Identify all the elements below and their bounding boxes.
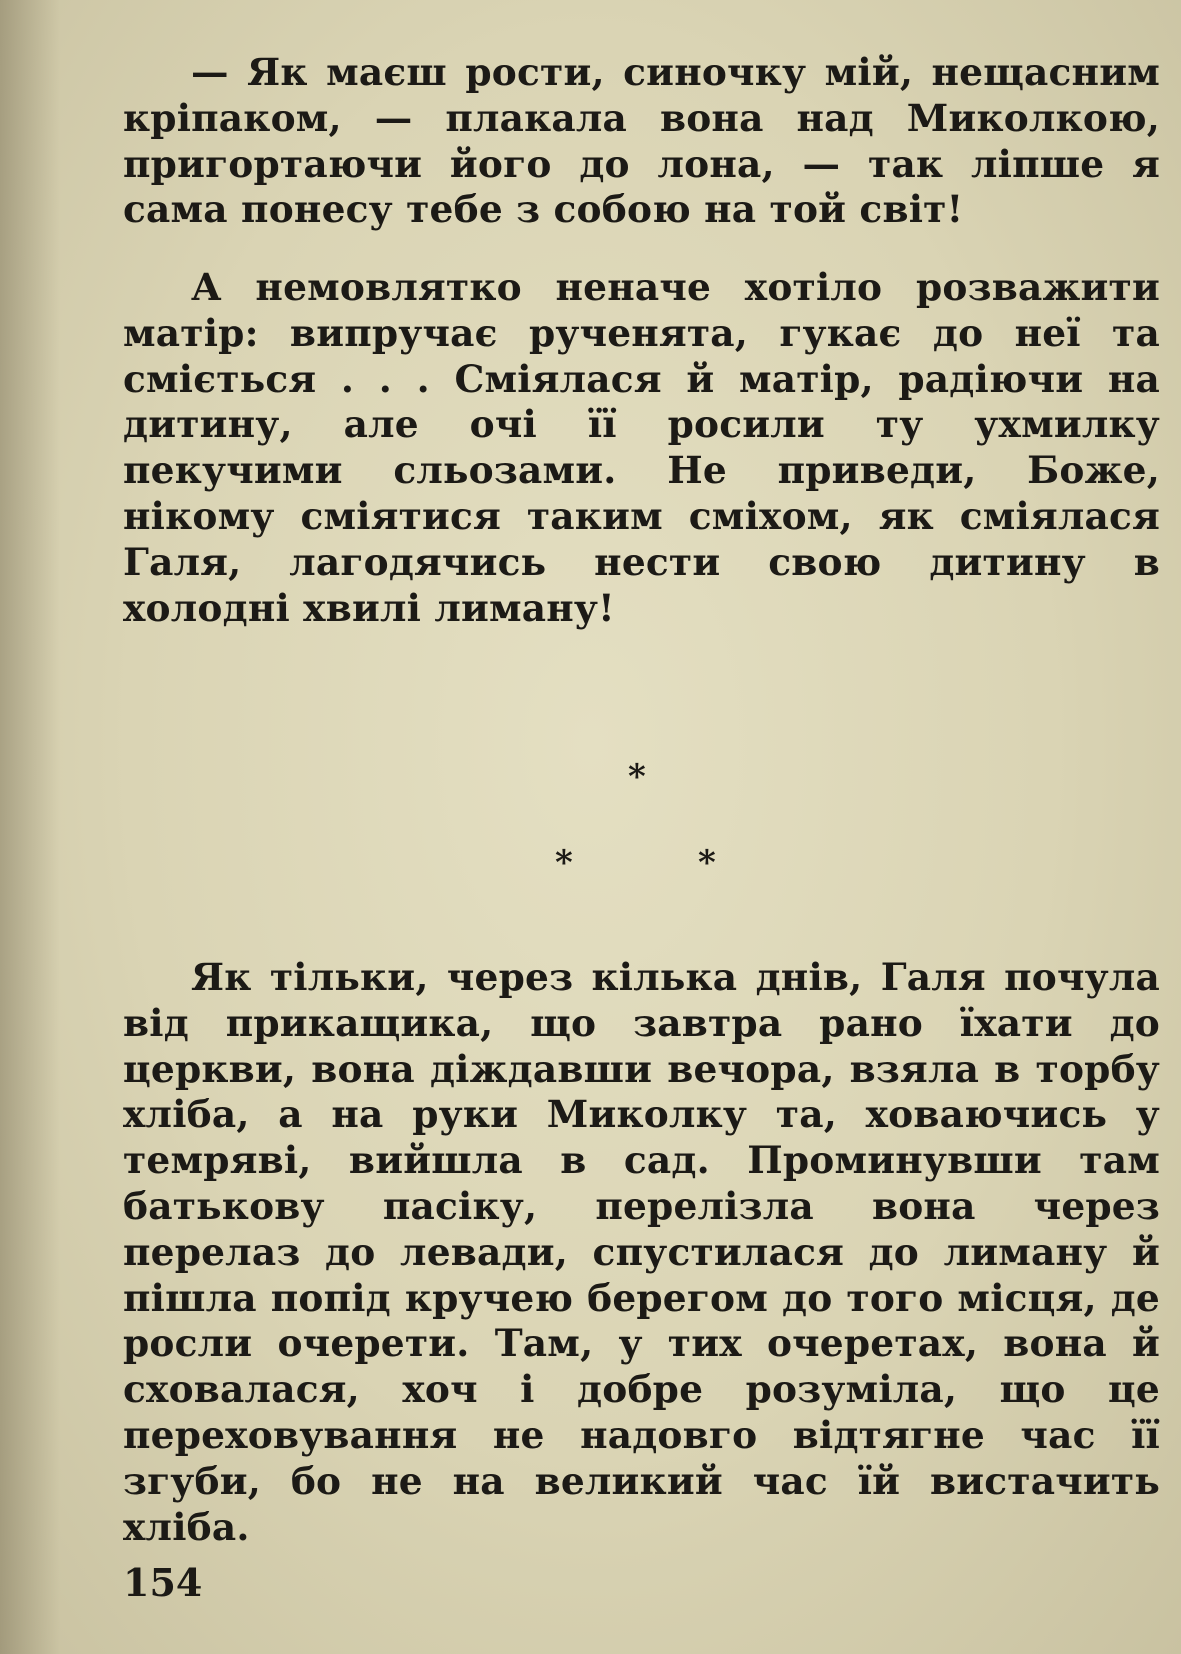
- section-break-asterisk: *: [698, 843, 716, 883]
- binding-shadow: [0, 0, 60, 1654]
- paragraph-text: А немовлятко неначе хотіло розважити матір: випручає рученята, гукає до неї та сміється . . . Сміялася й матір, радіючи на дитину, але очі її росили ту ухмилку пекучими сльозами. Не приведи, Боже, нікому сміятися таким сміхом, як сміялася Галя, лагодячись нести свою дитину в холодні хвилі лиману!: [123, 265, 1160, 630]
- paragraph-text: — Як маєш рости, синочку мій, нещасним кріпаком, — плакала вона над Миколкою, пригортаючи його до лона, — так ліпше я сама понесу тебе з собою на той світ!: [123, 50, 1160, 232]
- section-break-asterisk: *: [628, 757, 646, 797]
- paragraph-3: [123, 955, 1160, 1550]
- paragraph-text: Як тільки, через кілька днів, Галя почула від прикащика, що завтра рано їхати до церкви, вона діждавши вечора, взяла в торбу хліба, а на руки Миколку та, ховаючись у темряві, вийшла в сад. Проминувши там батькову пасіку, перелізла вона через перелаз до левади, спустилася до лиману й пішла попід кручею берегом до того місця, де росли очерети. Там, у тих очеретах, вона й сховалася, хоч і добре розуміла, що це переховування не надовго відтягне час її згуби, бо не на великий час їй вистачить хліба.: [123, 955, 1160, 1549]
- section-break-asterisk: *: [555, 843, 573, 883]
- page-number: 154: [123, 1560, 203, 1605]
- paragraph-2: [123, 265, 1160, 631]
- paragraph-1: [123, 50, 1160, 233]
